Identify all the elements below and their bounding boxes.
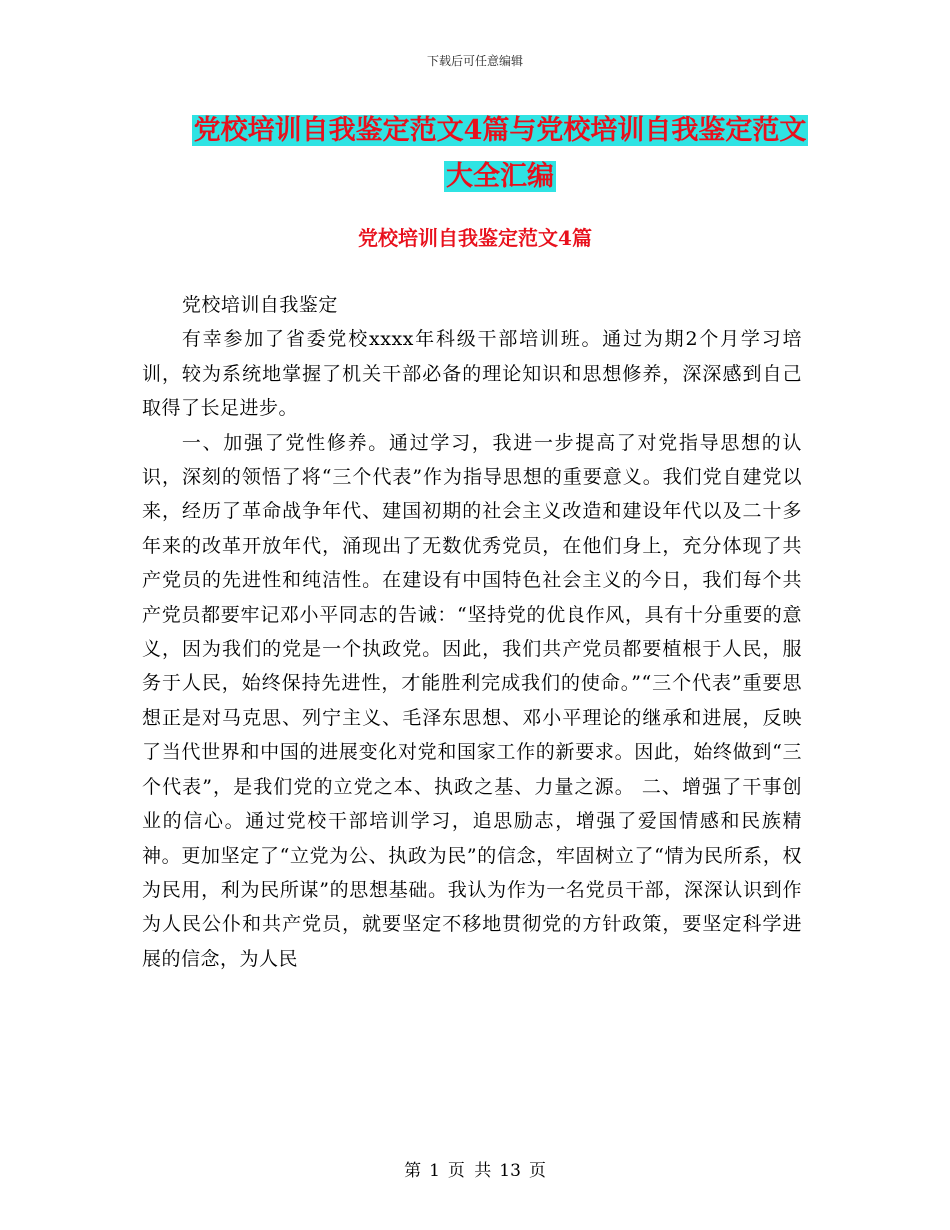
document-title-line2: 大全汇编 [446, 161, 554, 192]
document-title [150, 108, 850, 200]
paragraph-heading: 党校培训自我鉴定 [181, 294, 338, 316]
section-title: 党校培训自我鉴定范文4篇 [358, 226, 592, 250]
footer-mid: 页 共 [447, 1161, 492, 1181]
header-note: 下载后可任意编辑 [426, 54, 523, 68]
paragraph: 一、加强了党性修养。通过学习，我进一步提高了对党指导思想的认识，深刻的领悟了将“三个代表”作为指导思想的重要意义。我们党自建党以来，经历了革命战争年代、建国初期的社会主义改造和建设年代以及二十多年来的改革开放年代，涌现出了无数优秀党员，在他们身上，充分体现了共产党员的先进性和纯洁性。在建设有中国特色社会主义的今日，我们每个共产党员都要牢记邓小平同志的告诫：“坚持党的优良作风，具有十分重要的意义，因为我们的党是一个执政党。因此，我们共产党员都要植根于人民，服务于人民，始终保持先进性，才能胜利完成我们的使命。”“三个代表”重要思想正是对马克思、列宁主义、毛泽东思想、邓小平理论的继承和进展，反映了当代世界和中国的进展变化对党和国家工作的新要求。因此，始终做到“三个代表”，是我们党的立党之本、执政之基、力量之源。 二、增强了干事创业的信心。通过党校干部培训学习，追思励志，增强了爱国情感和民族精神。更加坚定了“立党为公、执政为民”的信念，牢固树立了“情为民所系，权为民用，利为民所谋”的思想基础。我认为作为一名党员干部，深深认识到作为人民公仆和共产党员，就要坚定不移地贯彻党的方针政策，要坚定科学进展的信念，为人民 [142, 431, 802, 970]
footer-page-number: 1 [429, 1161, 440, 1181]
footer-total-pages: 13 [499, 1161, 521, 1181]
document-body [142, 288, 802, 976]
footer-prefix: 第 [404, 1161, 422, 1181]
document-title-line1: 党校培训自我鉴定范文4篇与党校培训自我鉴定范文 [193, 115, 807, 146]
paragraph: 有幸参加了省委党校xxxx年科级干部培训班。通过为期2个月学习培训，较为系统地掌握了机关干部必备的理论知识和思想修养，深深感到自己取得了长足进步。 [142, 328, 802, 420]
page-footer [0, 1156, 950, 1181]
footer-suffix: 页 [528, 1161, 546, 1181]
